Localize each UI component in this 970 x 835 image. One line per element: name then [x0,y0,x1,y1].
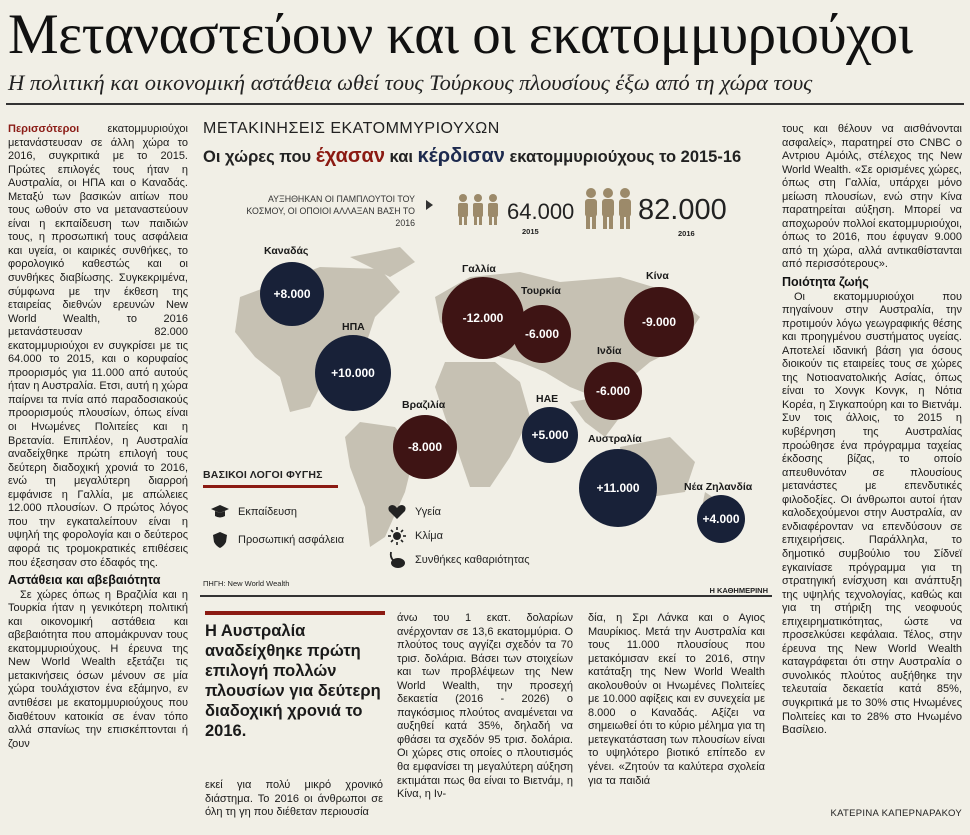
paragraph: εκεί για πολύ μικρό χρονικό διάστημα. Το 2016 οι άνθρωποι σε όλη τη γη που διέθεταν περιουσία [205,779,383,819]
lead-word: Περισσότεροι [8,123,80,135]
pullquote: Η Αυστραλία αναδείχθηκε πρώτη επιλογή πολλών πλουσίων για δεύτερη διαδοχική χρονιά το 2016. [205,622,381,740]
vacuum-cleaner-icon [387,551,407,569]
bubble-usa: +10.000 [315,335,391,411]
pullquote-rule [205,611,385,615]
shield-icon [210,531,230,549]
reason-label: Εκπαίδευση [238,506,298,518]
stat-2015 [507,199,574,225]
stat-2016-value: 82.000 [638,194,727,226]
reason-cleanliness [387,551,530,569]
people-icon [455,193,501,227]
reason-safety [210,531,344,549]
infographic-bottom-rule [200,595,772,597]
country-label-india: Ινδία [597,345,622,357]
bubble-australia: +11.000 [579,449,657,527]
country-label-australia: Αυστραλία [588,433,642,445]
reason-health [387,503,441,521]
subheadline: Η πολιτική και οικονομική αστάθεια ωθεί τους Τούρκους πλουσίους έξω από τη χώρα τους [8,70,813,95]
arrow-right-icon [426,200,433,210]
country-label-canada: Καναδάς [264,245,309,257]
paragraph: Οι εκατομμυριούχοι που πηγαίνουν στην Αυστραλία, την προτιμούν λόγω γεωγραφικής θέσης και προηγμένου συστήματος υγείας. Αποτελεί ιδανική βάση για όσους διοικούν τις εταιρείες τους σε χώρες της Νοτιοανατολικής Ασίας, όπως είναι το Χονγκ Κονγκ, η Νότια Κορέα, η Σιγκαπούρη και το Βιετνάμ. Συν τοις άλλοις, το 2015 η κυβέρνηση της Αυστραλίας προώθησε ένα πρόγραμμα ταχείας έκδοσης βίζας, το οποίο απευθυνόταν σε πλουσίους μετανάστες με επενδυτικές φιλοδοξίες. Οι άνθρωποι αυτοί ήταν καλοδεχούμενοι στην Αυστραλία, αν ενδιαφέρονταν να επενδύσουν σε επιχειρήσεις. Παράλληλα, το δημοτικό συμβούλιο του Σίδνεϊ εγκαινίασε πρόγραμμα για τη στρατηγική ενίσχυση και ανάπτυξη της υψηλής τεχνολογίας, καθώς και για τη στήριξη της νεοφυούς επιχειρηματικότητας, ώστε να προσελκύσει κεφάλαια. Τέλος, στην έρευνα της New World Wealth καταγράφεται ότι στην Αυστραλία ο συνολικός πλούτος αυξήθηκε την τελευταία δεκαετία κατά 85%, συγκριτικά με το 30% στις Ηνωμένες Πολιτείες και το 28% στο Ηνωμένο Βασίλειο. [782,290,962,737]
reasons-title: ΒΑΣΙΚΟΙ ΛΟΓΟΙ ΦΥΓΗΣ [203,469,323,481]
country-label-china: Κίνα [646,270,669,282]
headline: Μεταναστεύουν και οι εκατομμυριούχοι [8,3,913,66]
bubble-india: -6.000 [584,362,642,420]
bubble-france: -12.000 [442,277,524,359]
country-label-france: Γαλλία [462,263,496,275]
sun-icon [387,527,407,545]
heart-icon [387,503,407,521]
reason-label: Προσωπική ασφάλεια [238,534,345,546]
graduation-cap-icon [210,503,230,521]
title-lost-word: έχασαν [315,145,385,167]
paragraph: δία, η Σρι Λάνκα και ο Αγιος Μαυρίκιος. Μετά την Αυστραλία και τους 11.000 πλουσίους που μετακόμισαν εκεί το 2016, στην κατάταξη της New World Wealth ακολουθούν οι Ηνωμένες Πολιτείες με 10.000 αφίξεις και εν συνεχεία με 8.000 ο Καναδάς. Αξίζει να σημειωθεί ότι το κύριο μέλημα για τη μετεγκατάσταση των πλουσίων είναι το υψηλότερο βιοτικό επίπεδο εν γένει. «Ζητούν τα καλύτερα σχολεία για τα παιδιά [588,612,765,787]
reason-climate [387,527,443,545]
year-2016: 2016 [678,229,695,238]
people-icon [583,187,633,231]
country-label-turkey: Τουρκία [521,285,561,297]
infographic-title: Οι χώρες που έχασαν και κέρδισαν εκατομμυριούχους το 2015-16 [203,145,742,167]
bubble-china: -9.000 [624,287,694,357]
reason-label: Συνθήκες καθαριότητας [415,554,530,566]
bubble-uae: +5.000 [522,407,578,463]
reason-label: Υγεία [415,506,442,518]
bubble-new-zealand: +4.000 [697,495,745,543]
lead-paragraph [8,123,188,570]
infographic-kicker: ΜΕΤΑΚΙΝΗΣΕΙΣ ΕΚΑΤΟΜΜΥΡΙΟΥΧΩΝ [203,120,500,137]
column-2 [205,779,383,820]
reasons-rule [203,485,338,488]
aux-caption: ΑΥΞΗΘΗΚΑΝ ΟΙ ΠΑΜΠΛΟΥΤΟΙ ΤΟΥ ΚΟΣΜΟΥ, ΟΙ ΟΠΟΙΟΙ ΑΛΛΑΞΑΝ ΒΑΣΗ ΤΟ 2016 [246,194,415,228]
graphic-credit: Η ΚΑΘΗΜΕΡΙΝΗ [709,586,768,595]
paragraph: τους και θέλουν να αισθάνονται ασφαλείς», παρατηρεί στο CNBC ο Αντριου Αμόιλς, στέλεχος της New World Wealth. «Σε ορισμένες χώρες, όπως στη Γαλλία, υπάρχει μόνο μείωση πλουσίων, ενώ στην Κίνα παρατηρείται αύξηση. Μπορεί να αποχωρούν πολλοί εκατομμυριούχοι, όπως το 2016, που έφυγαν 9.000 από τη χώρα, αλλά αντικαθίστανται από περισσότερους». [782,123,962,271]
country-label-new-zealand: Νέα Ζηλανδία [684,481,753,493]
header-rule [6,103,964,105]
bubble-canada: +8.000 [260,262,324,326]
bubble-brazil: -8.000 [393,415,457,479]
title-won-word: κέρδισαν [417,145,505,167]
column-3 [397,612,573,802]
column-1 [8,123,188,751]
section-heading-quality-of-life: Ποιότητα ζωής [782,275,869,290]
paragraph: άνω του 1 εκατ. δολαρίων ανέρχονταν σε 13,6 εκατομμύρια. Ο πλούτος τους αγγίζει σχεδόν τα 70 τρισ. δολάρια. Βάσει των στοιχείων και των προβλέψεων της New World Wealth, την προσεχή δεκαετία (2016 - 2026) ο παγκόσμιος πλούτος αναμένεται να αυξηθεί κατά 35%, δηλαδή να φθάσει τα σχεδόν 95 τρισ. δολάρια. Οι χώρες στις οποίες ο πλουτισμός θα εμφανίσει τη μεγαλύτερη αύξηση εκτιμάται πως θα είναι το Βιετνάμ, η Κίνα, η Ιν- [397,612,573,801]
section-heading-instability: Αστάθεια και αβεβαιότητα [8,573,161,588]
bubble-turkey: -6.000 [513,305,571,363]
infographic [200,117,772,602]
stat-2016 [638,194,727,227]
column-5 [782,123,962,738]
source-note: ΠΗΓΗ: New World Wealth [203,579,290,588]
column-4 [588,612,765,788]
year-2015: 2015 [522,227,539,236]
paragraph: Σε χώρες όπως η Βραζιλία και η Τουρκία ήταν η γενικότερη πολιτική και οικονομική αστάθεια και αβεβαιότητα που απομάκρυναν τους εκατομμυριούχους. Η έρευνα της New World Wealth εξετάζει τις μετακινήσεις όσων μένουν σε μία χώρα τουλάχιστον ένα εξάμηνο, εν αντιθέσει με εκατομμυριούχους που διαθέτουν κατοικία σε έναν τόπο αλλά σπανίως την επισκέπτονται ή ζουν [8,588,188,750]
country-label-usa: ΗΠΑ [342,321,365,333]
stat-2015-value: 64.000 [507,199,575,224]
reason-label: Κλίμα [415,530,443,542]
country-label-uae: ΗΑΕ [536,393,559,405]
country-label-brazil: Βραζιλία [402,399,446,411]
paragraph-text: εκατομμυριούχοι μετανάστευσαν σε άλλη χώρα το 2016, συγκριτικά με το 2015. Πρώτες επιλογές τους ήταν η Αυστραλία, οι ΗΠΑ και ο Καναδάς. Μεταξύ των βασικών αιτίων που τους ωθούν στο να μεταναστεύουν είναι η εκπαίδευση των παιδιών τους, η προσωπική τους ασφάλεια και υγεία, οι καιρικές συνθήκες, το φορολογικό καθεστώς και οι συνθήκες διαβίωσης. Συγκεκριμένα, σύμφωνα με την έκθεση της εταιρείας διεθνών ερευνών New World Wealth, το 2016 μετανάστευσαν 82.000 εκατομμυριούχοι εν συγκρίσει με τις 64.000 το 2015, και ο κορυφαίος προορισμός για 11.000 από αυτούς ήταν η Αυστραλία. Ετσι, αυτή η χώρα παίρνει τα πνία από παραδοσιακούς προορισμούς πλουσίων, όπως είναι οι Ηνωμένες Πολιτείες και η Βρετανία. Επιπλέον, η Αυστραλία αναδείχθηκε πρώτη επιλογή τους δεύτερη διαδοχική χρονιά το 2016, ενώ τη μεγαλύτερη διαρροή εμφάνισε η Γαλλία, με απώλειες 12.000 πλουσίων. Ο πρώτος λόγος που την εγκαταλείπουν είναι η υψηλή της φορολογία και ο δεύτερος αφορά τις τρομοκρατικές επιθέσεις που έξεσησαν στο έδαφός της. [8,123,188,569]
reason-education [210,503,297,521]
author-byline: ΚΑΤΕΡΙΝΑ ΚΑΠΕΡΝΑΡΑΚΟΥ [830,808,962,819]
